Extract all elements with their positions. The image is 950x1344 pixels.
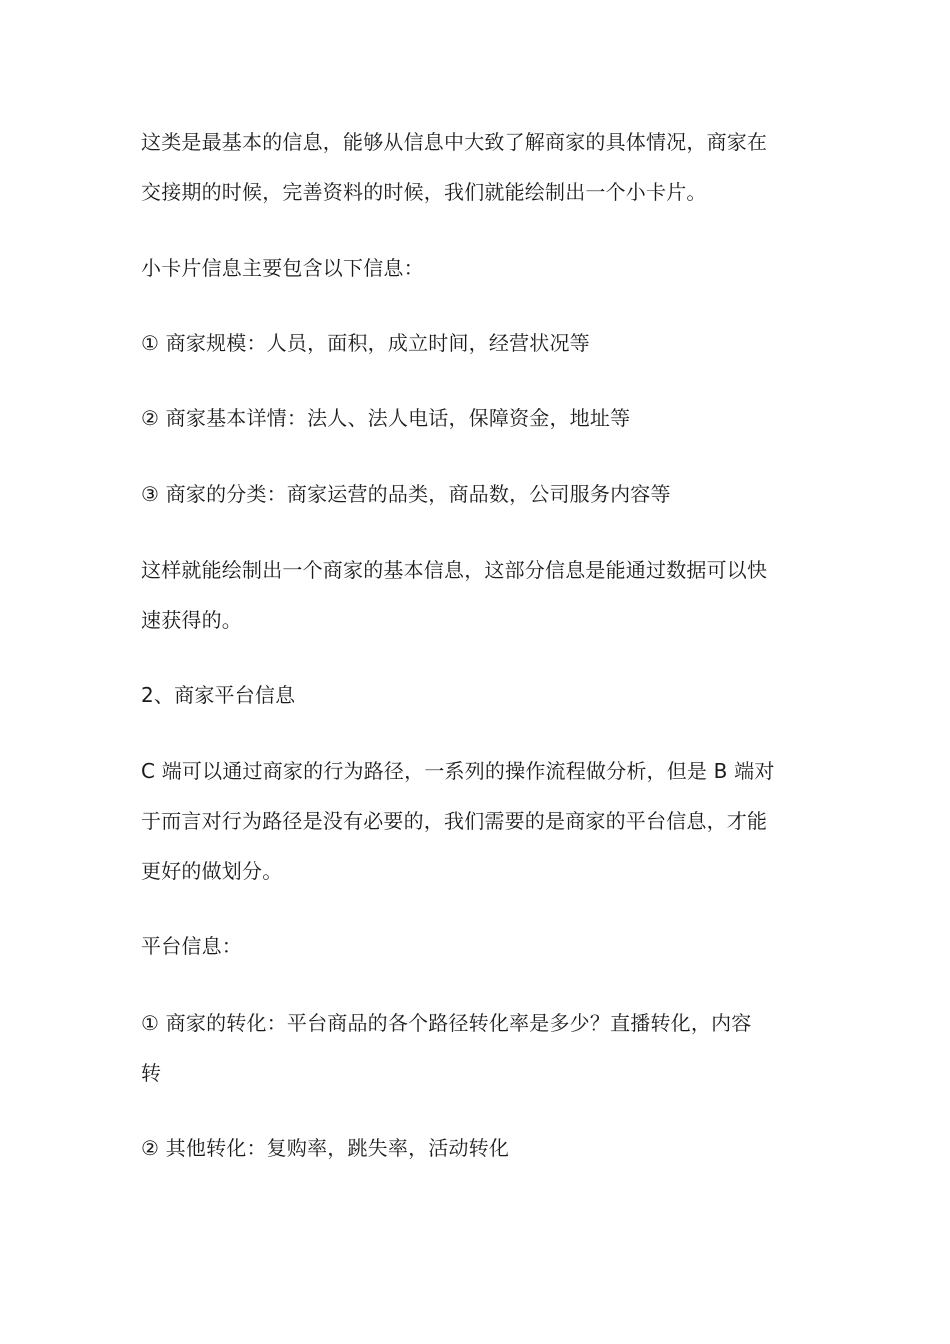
list-item: ① 商家规模：人员，面积，成立时间，经营状况等 (141, 331, 590, 355)
paragraph-line: 这类是最基本的信息，能够从信息中大致了解商家的具体情况，商家在 (141, 130, 768, 154)
paragraph-line: 交接期的时候，完善资料的时候，我们就能绘制出一个小卡片。 (141, 180, 707, 204)
paragraph-line: 速获得的。 (141, 608, 242, 632)
list-item: ① 商家的转化：平台商品的各个路径转化率是多少？直播转化，内容 (141, 1011, 752, 1035)
list-item: ② 商家基本详情：法人、法人电话，保障资金，地址等 (141, 406, 631, 430)
paragraph-line: 于而言对行为路径是没有必要的，我们需要的是商家的平台信息，才能 (141, 809, 768, 833)
paragraph-line: 平台信息： (141, 934, 242, 958)
list-item-continuation: 转 (141, 1061, 162, 1085)
paragraph-line: 这样就能绘制出一个商家的基本信息，这部分信息是能通过数据可以快 (141, 558, 768, 582)
paragraph-line: C 端可以通过商家的行为路径，一系列的操作流程做分析，但是 B 端对 (141, 759, 775, 783)
paragraph-line: 更好的做划分。 (141, 859, 283, 883)
list-item: ③ 商家的分类：商家运营的品类，商品数，公司服务内容等 (141, 482, 671, 506)
list-item: ② 其他转化：复购率，跳失率，活动转化 (141, 1136, 510, 1160)
paragraph-line: 小卡片信息主要包含以下信息： (141, 256, 424, 280)
section-heading: 2、商家平台信息 (141, 683, 296, 707)
